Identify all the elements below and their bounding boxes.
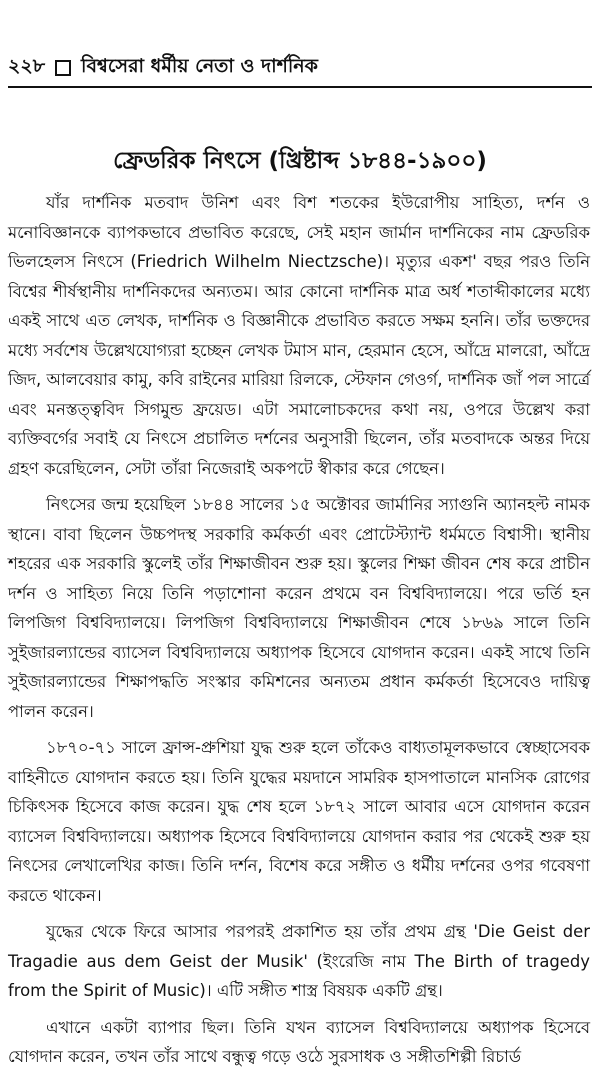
paragraph: যুদ্ধের থেকে ফিরে আসার পরপরই প্রকাশিত হয় তাঁর প্রথম গ্রন্থ 'Die Geist der Tragadie aus dem Geist der Musik' (ইংরেজি নাম The Birth of tragedy from the Spirit of Music)। এটি সঙ্গীত শাস্ত্র বিষয়ক একটি গ্রন্থ। — [8, 922, 590, 1000]
paragraph: নিৎসের জন্ম হয়েছিল ১৮৪৪ সালের ১৫ অক্টোবর জার্মানির স্যাগুনি অ্যানহল্ট নামক স্থানে। বাবা ছিলেন উচ্চপদস্থ সরকারি কর্মকর্তা এবং প্রোটেস্ট্যান্ট ধর্মমতে বিশ্বাসী। স্থানীয় শহরের এক সরকারি স্কুলেই তাঁর শিক্ষাজীবন শুরু হয়। স্কুলের শিক্ষা জীবন শেষ করে প্রাচীন দর্শন ও সাহিত্য নিয়ে তিনি পড়াশোনা করেন প্রথমে বন বিশ্ববিদ্যালয়ে। পরে ভর্তি হন লিপজিগ বিশ্ববিদ্যালয়ে। লিপজিগ বিশ্ববিদ্যালয়ে শিক্ষাজীবন শেষে ১৮৬৯ সালে তিনি সুইজারল্যান্ডের ব্যাসেল বিশ্ববিদ্যালয়ে অধ্যাপক হিসেবে যোগদান করেন। একই সাথে তিনি সুইজারল্যান্ডের শিক্ষাপদ্ধতি সংস্কার কমিশনের অন্যতম প্রধান কর্মকর্তা হিসেবেও দায়িত্ব পালন করেন। — [8, 495, 590, 721]
paragraph: ১৮৭০-৭১ সালে ফ্রান্স-প্রুশিয়া যুদ্ধ শুরু হলে তাঁকেও বাধ্যতামূলকভাবে স্বেচ্ছাসেবক বাহিনীতে যোগদান করতে হয়। তিনি যুদ্ধের ময়দানে সামরিক হাসপাতালে মানসিক রোগের চিকিৎসক হিসেবে কাজ করেন। যুদ্ধ শেষ হলে ১৮৭২ সালে আবার এসে যোগদান করেন ব্যাসেল বিশ্ববিদ্যালয়ে। অধ্যাপক হিসেবে বিশ্ববিদ্যালয়ে যোগদান করার পর থেকেই শুরু হয় নিৎসের লেখালেখির কাজ। তিনি দর্শন, বিশেষ করে সঙ্গীত ও ধর্মীয় দর্শনের ওপর গবেষণা করতে থাকেন। — [8, 738, 590, 905]
chapter-title: ফ্রেডরিক নিৎসে (খ্রিষ্টাব্দ ১৮৪৪-১৯০০) — [113, 148, 487, 174]
paragraph: যাঁর দার্শনিক মতবাদ উনিশ এবং বিশ শতকের ইউরোপীয় সাহিত্য, দর্শন ও মনোবিজ্ঞানকে ব্যাপকভাবে প্রভাবিত করেছে, সেই মহান জার্মান দার্শনিকের নাম ফ্রেডরিক ভিলহেলস নিৎসে (Friedrich Wilhelm Niectzsche)। মৃত্যুর একশ' বছর পরও তিনি বিশ্বের শীর্ষস্থানীয় দার্শনিকদের অন্যতম। আর কোনো দার্শনিক মাত্র অর্ধ শতাব্দীকালের মধ্যে একই সাথে এত লেখক, দার্শনিক ও বিজ্ঞানীকে প্রভাবিত করতে সক্ষম হননি। তাঁর ভক্তদের মধ্যে সর্বশেষ উল্লেখযোগ্যরা হচ্ছেন লেখক টমাস মান, হেরমান হেসে, আঁদ্রে মালরো, আঁদ্রে জিদ, আলবেয়ার কামু, কবি রাইনের মারিয়া রিলকে, স্টেফান গেওর্গ, দার্শনিক জাঁ পল সার্ত্রে এবং মনস্তত্ত্ববিদ সিগমুন্ড ফ্রয়েড। এটা সমালোচকদের কথা নয়, ওপরে উল্লেখ করা ব্যক্তিবর্গের সবাই যে নিৎসে প্রচালিত দর্শনের অনুসারী ছিলেন, তাঁর মতবাদকে অন্তর দিয়ে গ্রহণ করেছিলেন, সেটা তাঁরা নিজেরাই অকপটে স্বীকার করে গেছেন। — [8, 193, 590, 478]
paragraph: এখানে একটা ব্যাপার ছিল। তিনি যখন ব্যাসেল বিশ্ববিদ্যালয়ে অধ্যাপক হিসেবে যোগদান করেন, তখন তাঁর সাথে বন্ধুত্ব গড়ে ওঠে সুরসাধক ও সঙ্গীতশিল্পী রিচার্ড — [8, 1017, 590, 1066]
header-rule — [8, 86, 592, 88]
square-bullet-icon — [55, 60, 71, 76]
page-header — [8, 50, 592, 86]
running-title: বিশ্বসেরা ধর্মীয় নেতা ও দার্শনিক — [81, 55, 318, 77]
page-number: ২২৮ — [8, 55, 46, 77]
body-text — [8, 188, 590, 1079]
